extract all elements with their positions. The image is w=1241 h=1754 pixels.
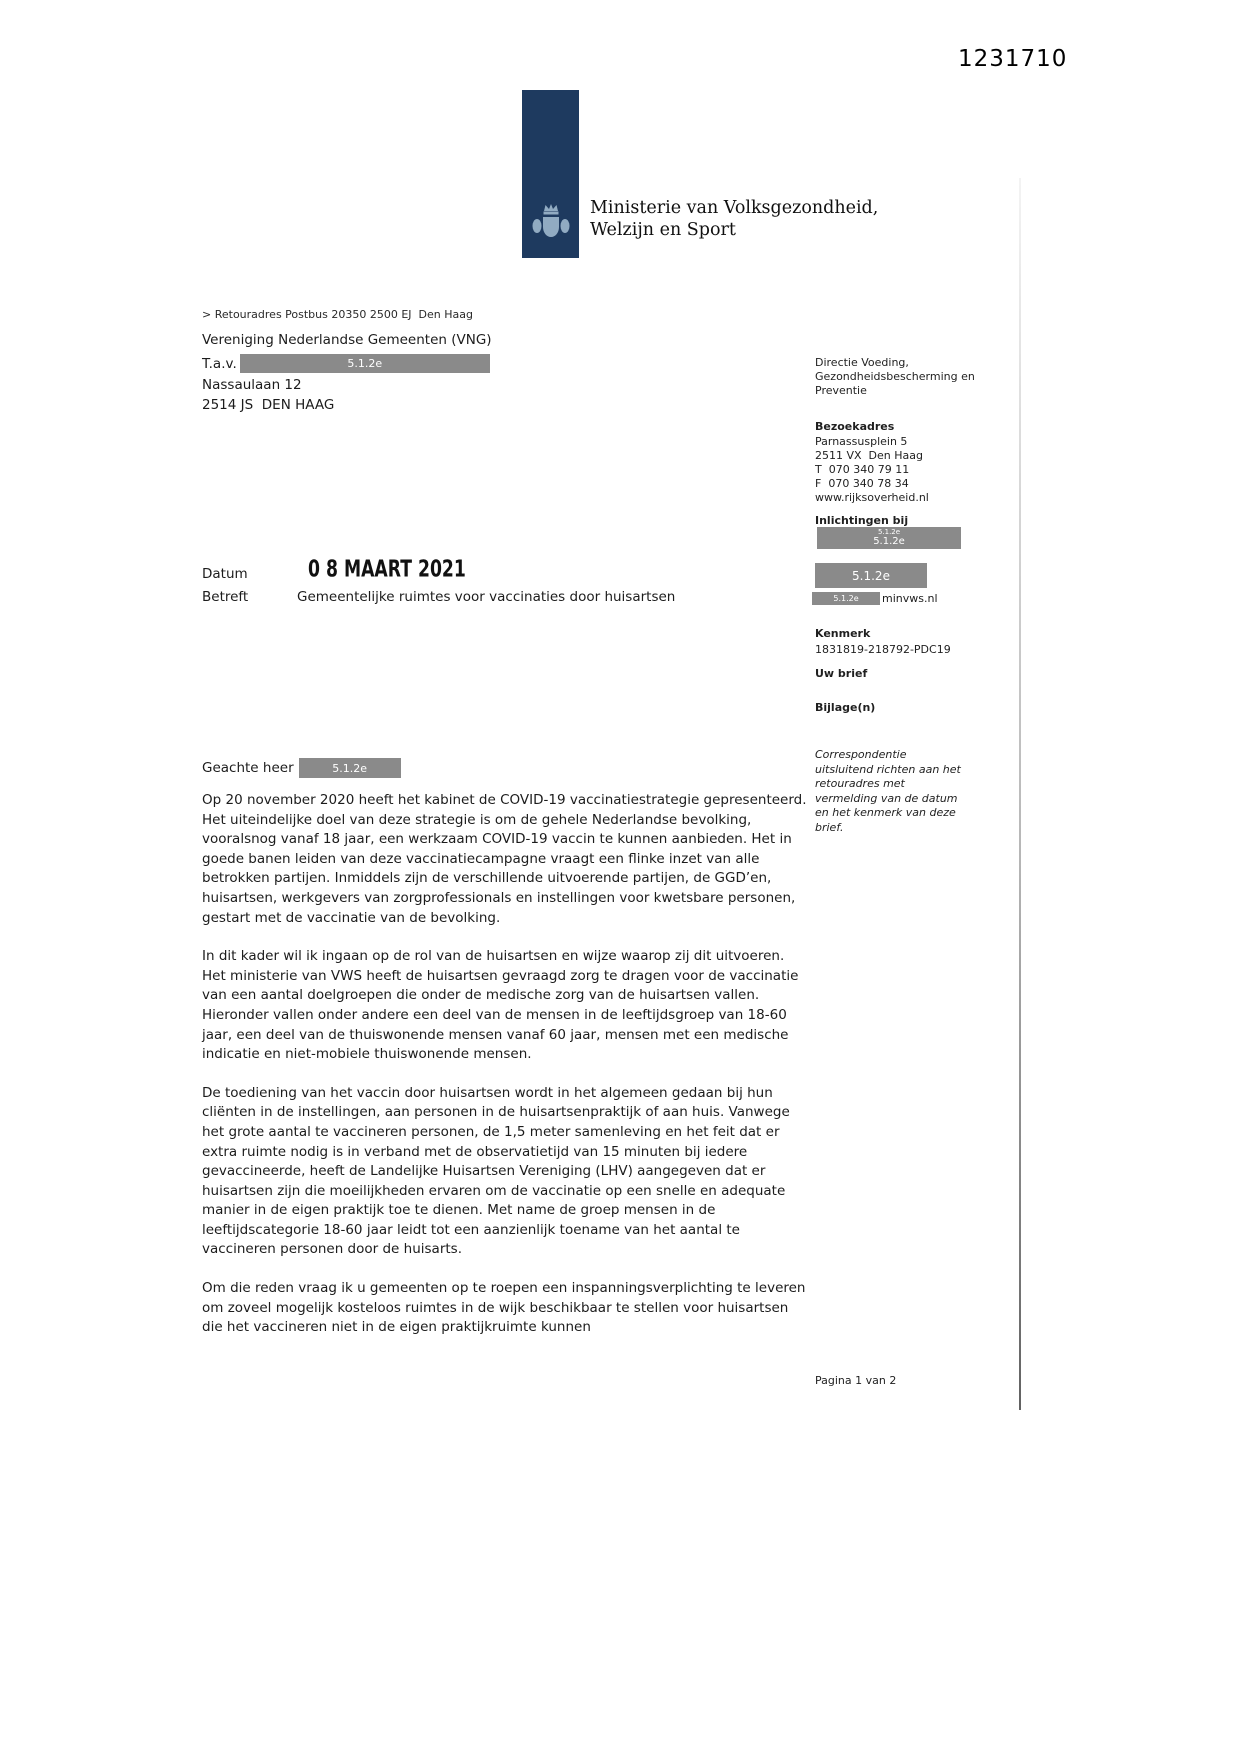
- correspondentie-note: Correspondentie uitsluitend richten aan het retouradres met vermelding van de datum en het kenmerk van deze brief.: [815, 748, 961, 834]
- date-stamp: 0 8 MAART 2021: [308, 555, 466, 582]
- email-row: [812, 592, 938, 605]
- ministry-name-line1: Ministerie van Volksgezondheid,: [590, 198, 879, 218]
- redaction-bar: 5.1.2e: [815, 563, 927, 588]
- salutation-text: Geachte heer: [202, 760, 294, 776]
- recipient-postal-city: 2514 JS DEN HAAG: [202, 397, 335, 413]
- redaction-code: 5.1.2e: [873, 537, 905, 547]
- rijksoverheid-logo-ribbon: [522, 90, 579, 258]
- email-domain: minvws.nl: [882, 592, 938, 605]
- ministry-name: [590, 197, 878, 241]
- letter-paragraph: In dit kader wil ik ingaan op de rol van de huisartsen en wijze waarop zij dit uitvoeren. Het ministerie van VWS heeft de huisartsen gevraagd zorg te dragen voor de vaccinatie van een aantal doelgroepen die onder de medische zorg van de huisartsen vallen. Hieronder vallen onder andere een deel van de mensen in de leeftijdsgroep van 18-60 jaar, een deel van de thuiswonende mensen vanaf 60 jaar, mensen met een medische indicatie en niet-mobiele thuiswonende mensen.: [202, 948, 799, 1063]
- address-line: Parnassusplein 5: [815, 435, 908, 448]
- kenmerk-value: 1831819-218792-PDC19: [815, 643, 951, 656]
- letter-paragraph: Op 20 november 2020 heeft het kabinet de COVID-19 vaccinatiestrategie gepresenteerd. Het uiteindelijke doel van deze strategie is om de gehele Nederlandse bevolking, vooralsnog vanaf 18 jaar, een werkzaam COVID-19 vaccin te kunnen aanbieden. Het in goede banen leiden van deze vaccinatiecampagne vraagt een flinke inzet van alle betrokken partijen. Inmiddels zijn de verschillende uitvoerende partijen, de GGD’en, huisartsen, werkgevers van zorgprofessionals en instellingen voor kwetsbare personen, gestart met de vaccinatie van de bevolking.: [202, 792, 807, 926]
- letter-paragraph: De toediening van het vaccin door huisartsen wordt in het algemeen gedaan bij hun cliënten in de instellingen, aan personen in de huisartsenpraktijk of aan huis. Vanwege het grote aantal te vaccineren personen, de 1,5 meter samenleving en het feit dat er extra ruimte nodig is in verband met de observatietijd van 15 minuten bij iedere gevaccineerde, heeft de Landelijke Huisartsen Vereniging (LHV) aangegeven dat er huisartsen zijn die moeilijkheden ervaren om de vaccinatie op een snelle en adequate manier in de eigen praktijk toe te dienen. Met name de groep mensen in de leeftijdscategorie 18-60 jaar leidt tot een aanzienlijk toename van het aantal te vaccineren personen door de huisarts.: [202, 1084, 790, 1258]
- website-text: www.rijksoverheid.nl: [815, 491, 929, 504]
- uw-brief-label: Uw brief: [815, 667, 868, 680]
- directie-line: Gezondheidsbescherming en: [815, 370, 975, 383]
- document-number: 1231710: [958, 46, 1068, 72]
- ministry-name-line2: Welzijn en Sport: [590, 220, 736, 240]
- directie-line: Preventie: [815, 384, 867, 397]
- scan-artifact-line: [1019, 178, 1021, 1410]
- retouradres-line: > Retouradres Postbus 20350 2500 EJ Den Haag: [202, 308, 473, 321]
- address-line-fax: F 070 340 78 34: [815, 477, 909, 490]
- address-line: 2511 VX Den Haag: [815, 449, 923, 462]
- recipient-organisation: Vereniging Nederlandse Gemeenten (VNG): [202, 332, 492, 348]
- inlichtingen-label: Inlichtingen bij: [815, 514, 909, 527]
- salutation-row: [202, 758, 401, 778]
- redaction-bar: 5.1.2e: [299, 758, 401, 778]
- recipient-street: Nassaulaan 12: [202, 377, 302, 393]
- letter-paragraph: Om die reden vraag ik u gemeenten op te roepen een inspanningsverplichting te leveren om zoveel mogelijk kosteloos ruimtes in de wijk beschikbaar te stellen voor huisartsen die het vaccineren niet in de eigen praktijkruimte kunnen: [202, 1280, 806, 1336]
- bezoekadres-block: [815, 435, 987, 505]
- redaction-code: 5.1.2e: [877, 528, 901, 536]
- recipient-tav-row: [202, 354, 490, 373]
- directie-line: Directie Voeding,: [815, 356, 909, 369]
- directie-block: [815, 356, 987, 398]
- betreft-label: Betreft: [202, 589, 249, 605]
- address-line-phone: T 070 340 79 11: [815, 463, 910, 476]
- redaction-bar: 5.1.2e: [240, 354, 490, 373]
- redaction-bar: [817, 527, 961, 549]
- datum-label: Datum: [202, 566, 248, 582]
- bezoekadres-label: Bezoekadres: [815, 420, 895, 433]
- kenmerk-label: Kenmerk: [815, 627, 871, 640]
- betreft-value: Gemeentelijke ruimtes voor vaccinaties door huisartsen: [297, 589, 676, 605]
- bijlage-label: Bijlage(n): [815, 701, 876, 714]
- letter-body: [202, 791, 808, 1357]
- redaction-bar: 5.1.2e: [812, 592, 880, 605]
- rijksoverheid-coat-of-arms-icon: [531, 201, 571, 251]
- page-indicator: Pagina 1 van 2: [815, 1374, 897, 1387]
- tav-label: T.a.v.: [202, 355, 237, 372]
